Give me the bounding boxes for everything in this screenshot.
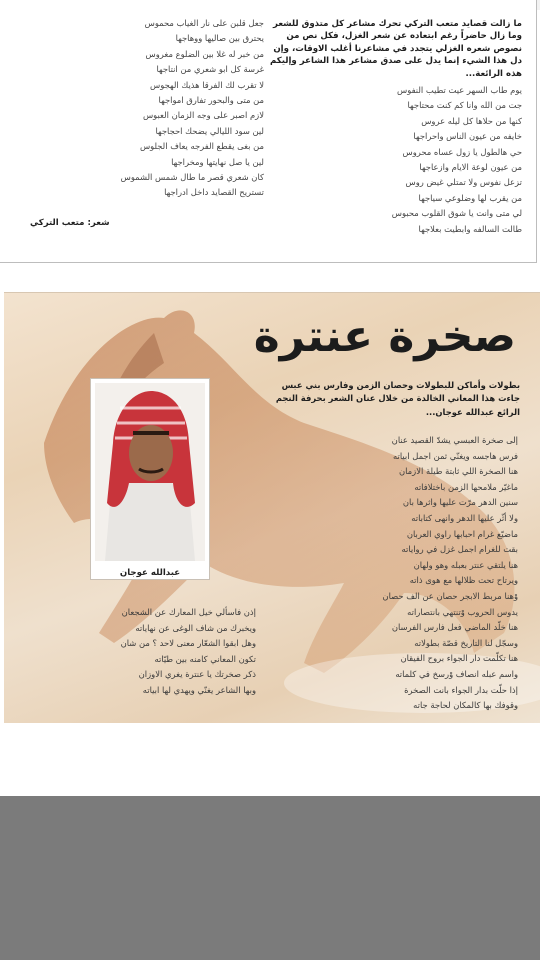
verse-line: ماغيّر ملامحها الزمن باختلافاته [414,481,518,492]
verse-line: خايفه من عيون الناس واحراجها [413,131,522,142]
poem-right-column [268,433,518,714]
verse-line: يدوس الحروب وْتنتهي بانتصاراته [407,606,518,617]
verse-line: بقت للغرام اجمل غزل في رواياته [401,544,518,555]
verse-line: تكون المعاني كامنه بين طيّاته [154,653,256,664]
verse-line: ولا أثّر عليها الدهر وانهى كتاباته [411,512,518,523]
article-title: صخرة عنترة [253,311,516,362]
verse-line: كنها من حلاها كل ليله عروس [421,115,522,126]
verse-line: من عيون لوعة الايام وازعاجها [419,161,522,172]
verse-line: وهل ابقوا الشعّار معنى لاحد ؟ من شان [120,638,256,649]
article-page [4,292,540,723]
verse-line: جت من الله وانا كم كنت محتاجها [407,100,522,111]
verse-line: سنين الدهر مرّت عليها واثرها بان [402,497,518,508]
verse-line: من خبر له غلا بين الضلوع مغروس [145,48,264,59]
gray-footer-block [0,796,540,960]
photo-caption: عبدالله عوجان [119,568,181,578]
verse-line: إذا حلّت بدار الجواء بانت الصخرة [404,684,518,695]
verse-line: ماضيّع غرام احبابها راوي العربان [406,528,518,539]
verse-line: ويخبرك من شاف الوغى عن نهاياته [135,622,256,633]
verse-line: لين سود الليالي يضحك احجاجها [155,125,264,136]
verse-line: وقوفك بها كالمكان لحاجة جاته [413,700,518,711]
poet-photo [95,383,205,561]
verse-line: من متى والبحور تفارق امواجها [158,94,264,105]
previous-article-page [0,0,537,263]
verse-line: من يقرب لها وضلوعي سياجها [418,192,522,203]
article-lead: بطولات وأماكن للبطولات وحصان الزمن وفارس بني عبس جاءت هذا المعاني الخالدة من خلال عنان الشعر بحرفة النجم الرائع عبدالله عوجان... [275,380,520,417]
poem-left-column [34,605,256,699]
verse-line: جعل قلبن على نار الغياب محموس [144,18,264,28]
verse-line: هنا الصخرة اللي ثابتة طيلة الازمان [398,466,518,477]
verse-line: واسم عبله انصاف وْرسخ في كلماته [395,668,518,679]
verse-line: إلى صخرة العبسي يشدّ القصيد عنان [391,435,518,445]
page-gap [0,263,540,292]
verse-line: هنا يلتقي عنتر بعبله وهو ولهان [413,559,518,570]
poet-portrait-image [95,383,205,561]
intro-paragraph: ما زالت قصايد متعب التركي تحرك مشاعر كل متذوق للشعر وما زال حاضراً رغم ابتعاده عن شعر الغزل، فكل نص من نصوص شعره الغزلي يتجدد في مشاعرنا أغلب الاوقات، وإن دل هذا الشيء إنما يدل على صدق مشاعر هذا الشاعر وإليكم هذه الرائعة... [270,19,522,79]
right-column [262,18,522,237]
verse-line: طالت السالفه وابطيت بعلاجها [418,223,522,234]
verse-line: تستريح القصايد داخل ادراجها [164,187,264,198]
poet-signature: شعر: متعب التركي [30,218,110,228]
verse-line: من بغى يقطع الفرجه يعاف الجلوس [139,141,264,152]
verse-line: إذن فاسألي خيل المعارك عن الشجعان [121,607,256,617]
poet-photo-frame [90,378,210,580]
verse-line: وسجّل لنا التاريخ قصّة بطولاته [414,637,518,648]
verse-line: تزعل نفوس ولا تمتلي غيض روس [405,177,522,188]
verse-line: هنا خلّد الماضي فعل فارس الفرسان [391,622,518,633]
verse-line: هنا تكلّمت دار الجواء بروح الفيقان [400,653,518,664]
verse-line: ذكر صخرتك يا عنترة يغري الاوزان [138,669,256,680]
right-verse-list [262,83,522,237]
verse-line: وبها الشاعر يغنّي ويهدي لها ابياته [142,684,256,695]
verse-line: حي هالطول يا زول عساه محروس [402,146,522,157]
verse-line: كان شعري قصر ما طال شمس الشموس [120,171,264,182]
verse-line: يحترق بين صاليها ووهاجها [175,33,264,44]
verse-line: غرسة كل ابو شعري من انتاجها [156,64,264,75]
verse-line: لين يا صل نهايتها ومخراجها [171,156,264,167]
verse-line: فرس هاجسه ويغنّي ثمن اجمل ابياته [393,450,518,461]
verse-line: ويرتاح تحت ظلالها مع هوى ذاته [409,575,518,586]
left-column [28,16,264,201]
verse-line: لازم اصبر على وجه الزمان العبوس [142,110,264,121]
verse-line: لي متى وانت يا شوق القلوب محبوس [391,208,522,219]
verse-line: وْهنا مربط الابجر حصان عن الف حصان [382,590,518,601]
verse-line: لا تقرب لك الفرقا هذيك الهجوس [150,79,264,90]
verse-line: يوم طاب السهر عيت تطيب النفوس [397,85,522,96]
